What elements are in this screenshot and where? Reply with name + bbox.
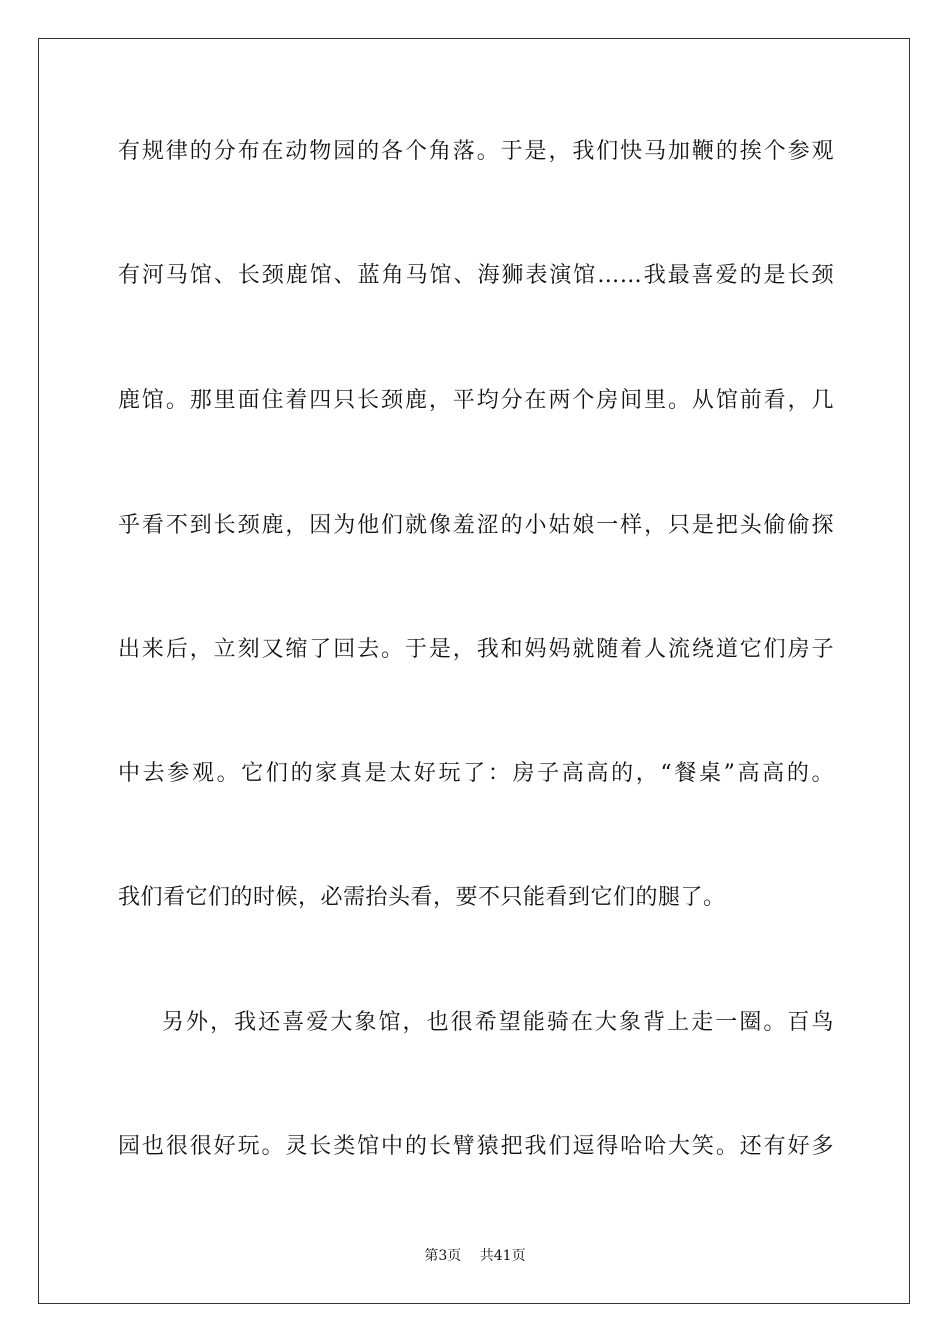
text-line: 我们看它们的时候，必需抬头看，要不只能看到它们的腿了。 xyxy=(118,885,726,910)
page-border xyxy=(38,38,910,1304)
text-line: 有规律的分布在动物园的各个角落。于是，我们快马加鞭的挨个参观 xyxy=(118,139,834,164)
text-line: 出来后，立刻又缩了回去。于是，我和妈妈就随着人流绕道它们房子 xyxy=(118,637,834,662)
page-total: 共41页 xyxy=(479,1248,526,1264)
text-line: 乎看不到长颈鹿，因为他们就像羞涩的小姑娘一样，只是把头偷偷探 xyxy=(118,513,834,538)
paragraph-first-line: 另外，我还喜爱大象馆，也很希望能骑在大象背上走一圈。百鸟 xyxy=(162,1010,834,1035)
text-line: 鹿馆。那里面住着四只长颈鹿，平均分在两个房间里。从馆前看，几 xyxy=(118,388,834,413)
page-number: 第3页 xyxy=(424,1248,462,1264)
page-footer xyxy=(0,1246,950,1266)
text-line: 中去参观。它们的家真是太好玩了：房子高高的，“餐桌”高高的。 xyxy=(118,761,834,786)
text-line: 园也很很好玩。灵长类馆中的长臂猿把我们逗得哈哈大笑。还有好多 xyxy=(118,1134,834,1159)
text-line: 有河马馆、长颈鹿馆、蓝角马馆、海狮表演馆……我最喜爱的是长颈 xyxy=(118,263,834,288)
